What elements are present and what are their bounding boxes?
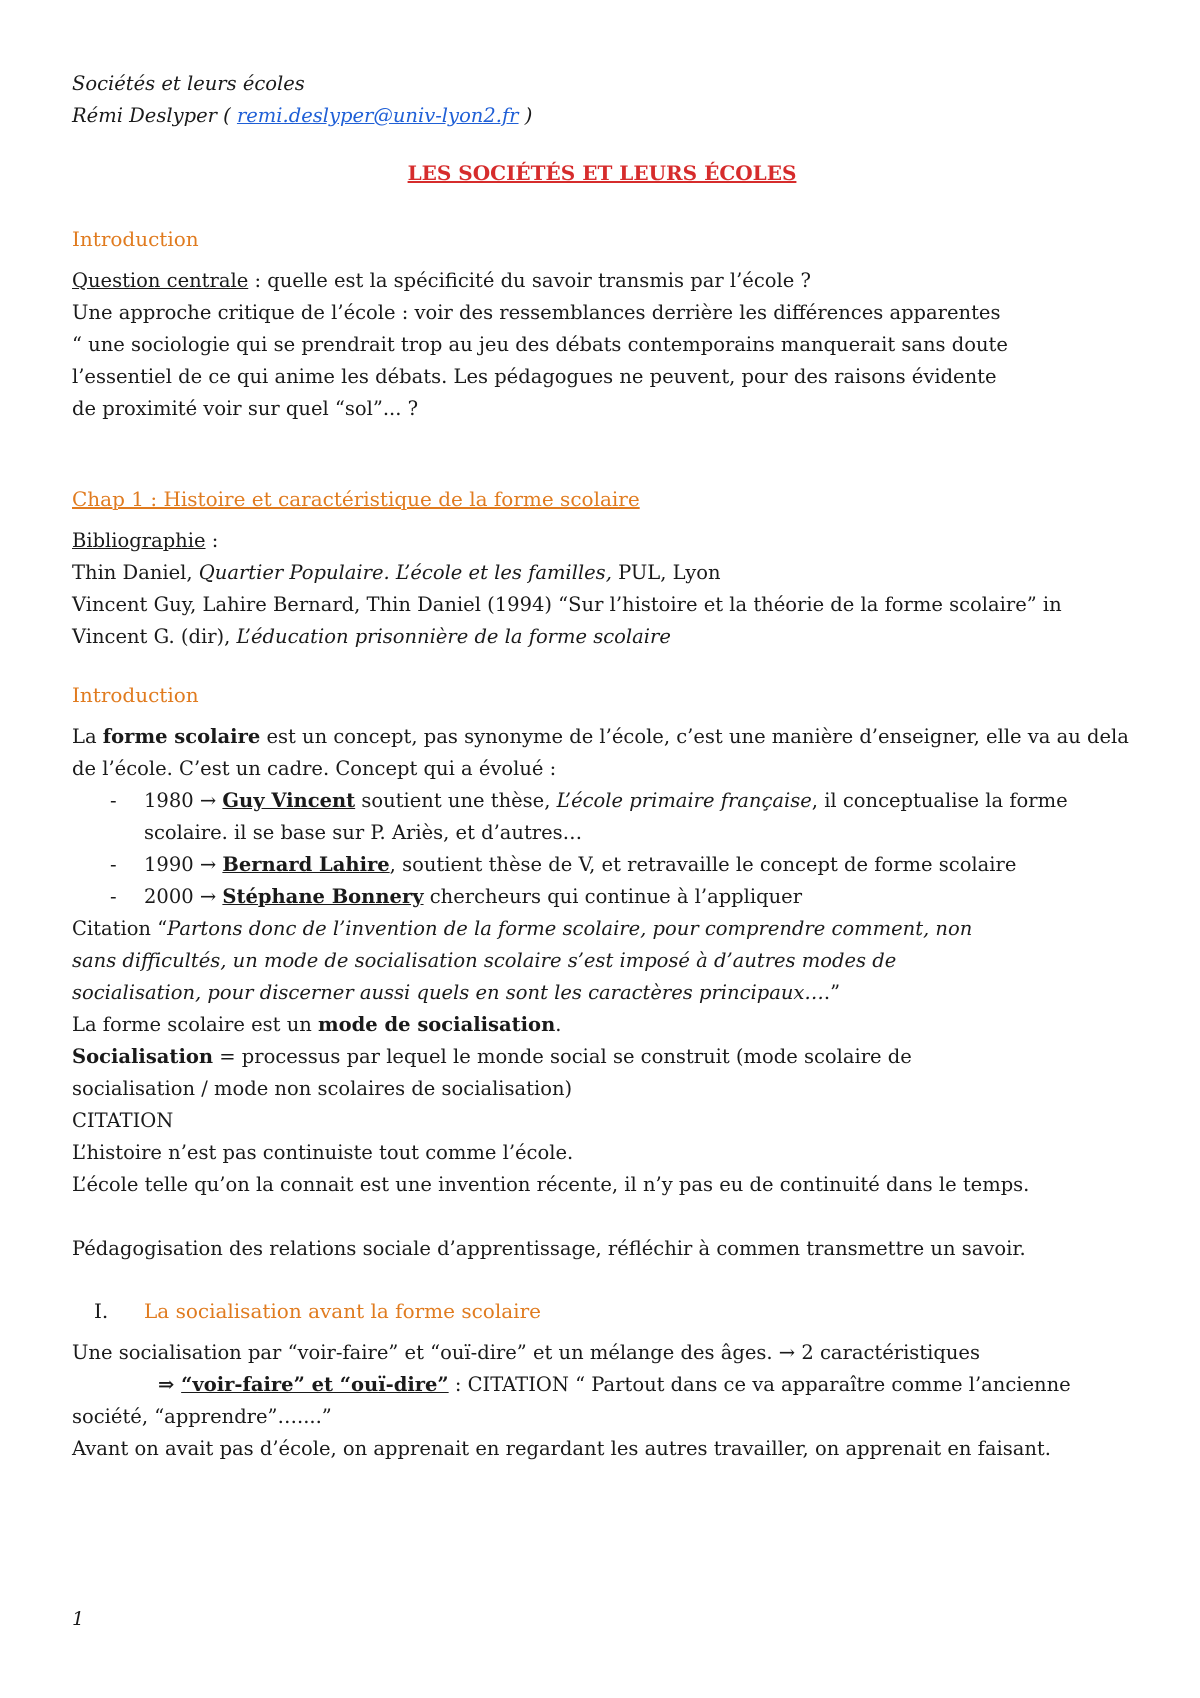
bullet-text [144, 785, 1132, 849]
bullet-name: Stéphane Bonnery [222, 885, 424, 908]
ref2-title: L’éducation prisonnière de la forme scolaire [236, 625, 671, 648]
bullet-dash: - [110, 789, 117, 812]
bullet-name: Guy Vincent [222, 789, 356, 812]
chapter-1-heading: Chap 1 : Histoire et caractéristique de la forme scolaire [72, 487, 640, 511]
bullet-year: 1980 → [144, 789, 223, 812]
intro-heading: Introduction [72, 227, 199, 251]
bullet-text [144, 881, 1132, 913]
central-question [72, 265, 1132, 297]
bibliography [72, 525, 1132, 557]
section-1-text: : CITATION “ Partout dans ce va apparaître comme l’ancienne [448, 1373, 1071, 1396]
socialisation-definition [72, 1041, 1022, 1105]
history-line-2: L’école telle qu’on la connait est une invention récente, il n’y pas eu de continuité dans le temps. [72, 1173, 1030, 1196]
reference-2-cont [72, 621, 1132, 653]
intro-line-2: Une approche critique de l’école : voir des ressemblances derrière les différences apparentes [72, 301, 1001, 324]
ref2-editor: Vincent G. (dir), [72, 625, 237, 648]
bullet-post: soutient une thèse, [355, 789, 557, 812]
bullet-year: 1990 → [144, 853, 223, 876]
central-question-text: : quelle est la spécificité du savoir transmis par l’école ? [248, 269, 811, 292]
mode-start: La forme scolaire est un [72, 1013, 319, 1036]
author-line [72, 100, 1132, 132]
document-title: LES SOCIÉTÉS ET LEURS ÉCOLES [407, 161, 797, 185]
intro2-p1 [72, 721, 1132, 753]
author-close: ) [524, 104, 533, 127]
mode-end: . [555, 1013, 562, 1036]
list-item [72, 849, 1132, 881]
citation-marker: CITATION [72, 1109, 174, 1132]
citation-label: Citation “ [72, 917, 168, 940]
mode-bold: mode de socialisation [318, 1013, 556, 1036]
section-1-line-2 [72, 1369, 1132, 1401]
reference-1 [72, 557, 1132, 589]
ref1-author: Thin Daniel, [72, 561, 199, 584]
bibliography-colon: : [205, 529, 219, 552]
bullet-post2: , il conceptualise la forme [811, 789, 1068, 812]
citation-block [72, 913, 1022, 1009]
bullet-cont: scolaire. il se base sur P. Ariès, et d’autres… [144, 821, 583, 844]
list-item [72, 785, 1132, 849]
bibliography-label: Bibliographie [72, 529, 206, 552]
implies-arrow: ⇒ [158, 1373, 182, 1396]
p1-bold: forme scolaire [102, 725, 261, 748]
section-1-line-1: Une socialisation par “voir-faire” et “ouï-dire” et un mélange des âges. → 2 caractéristiques [72, 1341, 980, 1364]
section-1-heading [72, 1295, 1132, 1327]
course-name: Sociétés et leurs écoles [72, 72, 305, 95]
section-title: La socialisation avant la forme scolaire [144, 1299, 541, 1323]
page-number: 1 [72, 1608, 85, 1630]
central-question-label: Question centrale [72, 269, 249, 292]
section-number: I. [94, 1299, 109, 1323]
bullet-dash: - [110, 853, 117, 876]
p1-start: La [72, 725, 103, 748]
document-page [72, 68, 1132, 1465]
author-email-link[interactable]: remi.deslyper@univ-lyon2.fr [236, 104, 519, 127]
section-1-bold: “voir-faire” et “ouï-dire” [181, 1373, 449, 1396]
socialisation-text: = processus par lequel le monde social se construit (mode scolaire de socialisation / mode non scolaires de socialisation) [72, 1045, 912, 1100]
bullet-post: chercheurs qui continue à l’appliquer [423, 885, 803, 908]
bullet-post: , soutient thèse de V, et retravaille le concept de forme scolaire [389, 853, 1017, 876]
bullet-dash: - [110, 885, 117, 908]
section-1-line-3: société, “apprendre”…....” [72, 1405, 332, 1428]
p1-rest: est un concept, pas synonyme de l’école, c’est une manière d’enseigner, elle va au dela [260, 725, 1129, 748]
mode-line [72, 1009, 1132, 1041]
section-1-line-4: Avant on avait pas d’école, on apprenait en regardant les autres travailler, on apprenait en faisant. [72, 1437, 1051, 1460]
socialisation-term: Socialisation [72, 1045, 214, 1068]
pedagogisation-line: Pédagogisation des relations sociale d’apprentissage, réfléchir à commen transmettre un savoir. [72, 1237, 1026, 1260]
intro-quote: “ une sociologie qui se prendrait trop au jeu des débats contemporains manquerait sans doute l’essentiel de ce qui anime les débats. Les pédagogues ne peuvent, pour des raisons évidente de proximité voir sur quel “sol”... ? [72, 333, 1008, 420]
author-name: Rémi Deslyper ( [72, 104, 231, 127]
reference-2: Vincent Guy, Lahire Bernard, Thin Daniel (1994) “Sur l’histoire et la théorie de la forme scolaire” in [72, 593, 1062, 616]
citation-text: Partons donc de l’invention de la forme scolaire, pour comprendre comment, non sans difficultés, un mode de socialisation scolaire s’est imposé à d’autres modes de socialisation, pour discerner aussi quels en sont les caractères principaux… [72, 917, 973, 1004]
bullet-year: 2000 → [144, 885, 223, 908]
citation-end: .” [823, 981, 841, 1004]
ref1-title: Quartier Populaire. L’école et les familles, [198, 561, 612, 584]
bullet-name: Bernard Lahire [222, 853, 390, 876]
bullet-italic: L’école primaire française [556, 789, 812, 812]
intro2-p1-cont: de l’école. C’est un cadre. Concept qui a évolué : [72, 757, 557, 780]
list-item [72, 881, 1132, 913]
bullet-text [144, 849, 1132, 881]
ref1-publisher: PUL, Lyon [611, 561, 721, 584]
intro2-heading: Introduction [72, 683, 199, 707]
history-line-1: L’histoire n’est pas continuiste tout comme l’école. [72, 1141, 574, 1164]
